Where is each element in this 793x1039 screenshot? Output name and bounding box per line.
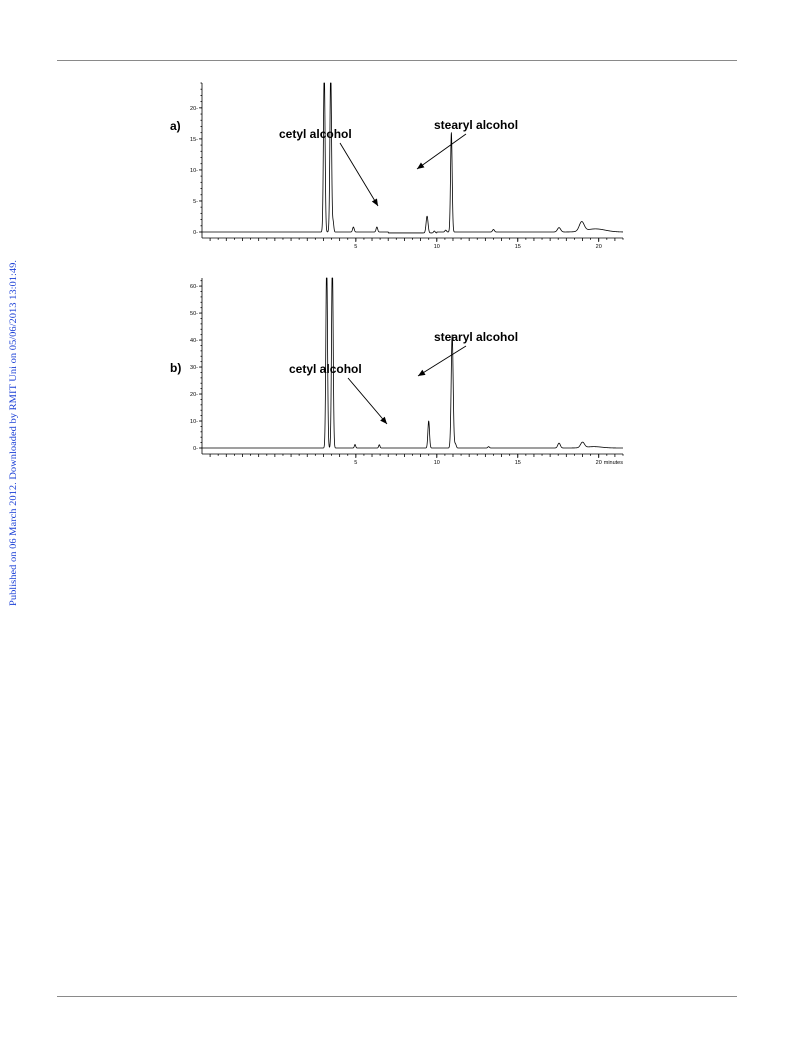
x-tick-label: 20 [595, 244, 602, 250]
peak-annotation-arrow [340, 143, 378, 206]
panel-label: a) [170, 119, 181, 133]
y-tick-label: 60- [190, 284, 198, 291]
peak-annotation-label: cetyl alcohol [279, 127, 352, 141]
panel-label: b) [170, 361, 182, 375]
y-tick-label: 30- [190, 365, 198, 372]
chromatogram-trace [202, 83, 623, 233]
x-tick-label: 5 [354, 244, 358, 250]
chromatogram-trace [202, 278, 623, 448]
peak-annotation-arrow [418, 346, 466, 376]
arrowhead [417, 162, 424, 169]
y-tick-label: 0- [193, 230, 198, 236]
y-tick-label: 50- [190, 311, 198, 318]
x-tick-label: 15 [514, 244, 521, 250]
x-tick-label: 20 [595, 460, 602, 466]
y-tick-label: 20- [190, 105, 198, 112]
y-tick-label: 5- [193, 198, 198, 205]
y-tick-label: 20- [190, 392, 198, 399]
y-tick-label: 40- [190, 338, 198, 345]
y-tick-label: 0- [193, 446, 198, 452]
arrowhead [418, 370, 426, 376]
peak-annotation-arrow [417, 134, 466, 169]
peak-annotation-arrow [348, 378, 387, 424]
download-watermark-text: Published on 06 March 2012. Downloaded by RMIT Uni on 05/06/2013 13:01:49. [9, 296, 19, 606]
peak-annotation-label: stearyl alcohol [434, 118, 519, 132]
x-tick-label: 10 [433, 244, 440, 250]
arrowhead [372, 198, 378, 206]
chromatogram-panel-b [170, 278, 623, 466]
chromatogram-panel-a [170, 83, 623, 250]
x-tick-label: 5 [354, 460, 358, 466]
y-tick-label: 10- [190, 419, 198, 426]
y-tick-label: 10- [190, 167, 198, 174]
x-tick-label: 15 [514, 460, 521, 466]
peak-annotation-label: cetyl alcohol [289, 362, 362, 376]
x-tick-label: 10 [433, 460, 440, 466]
peak-annotation-label: stearyl alcohol [434, 330, 519, 344]
x-axis-label: minutes [603, 460, 623, 466]
y-tick-label: 15- [190, 136, 198, 143]
